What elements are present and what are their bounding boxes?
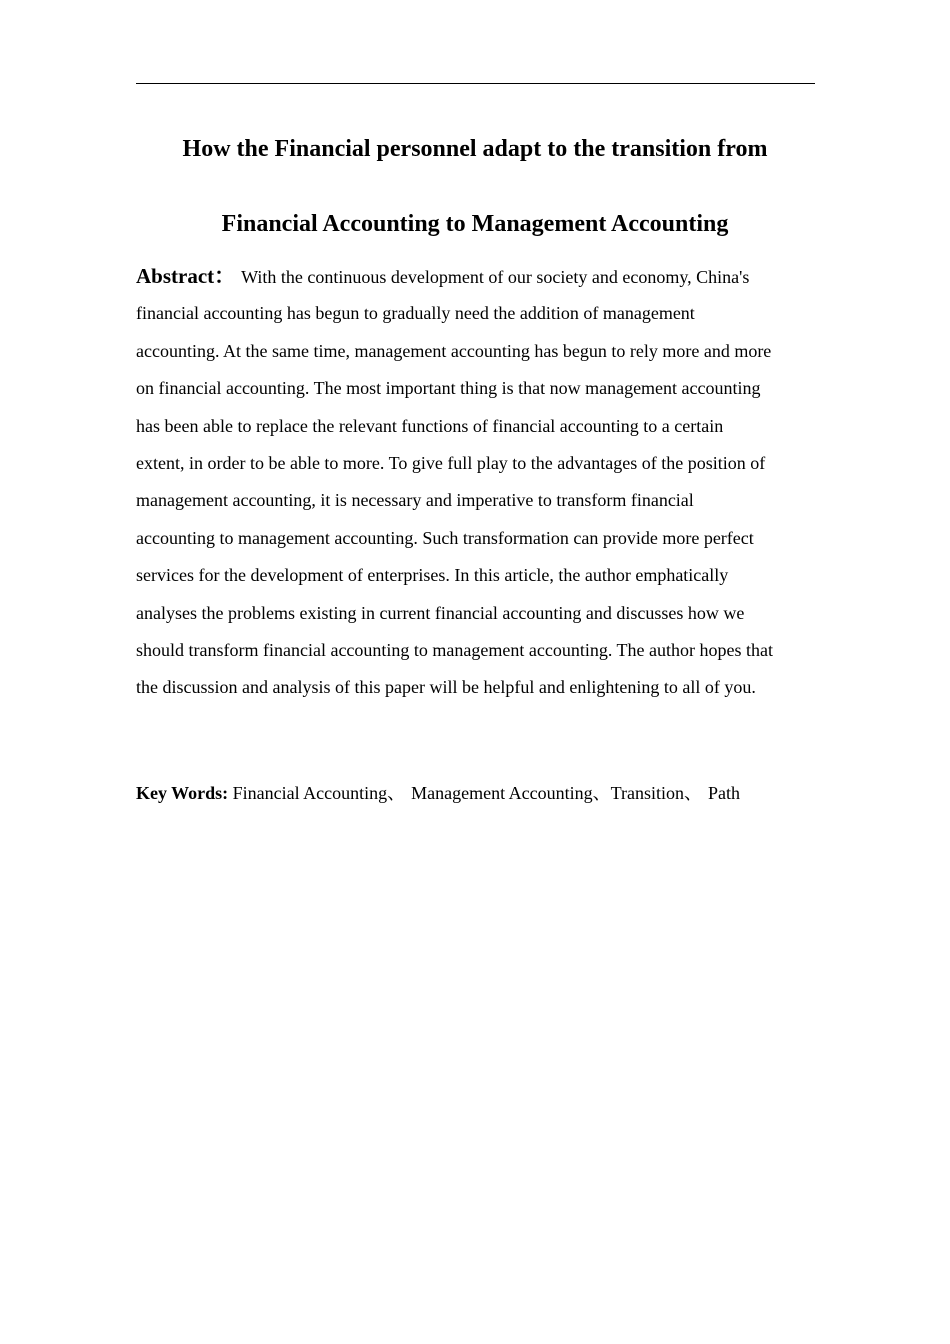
abstract-line: on financial accounting. The most important thing is that now management accounting xyxy=(136,378,761,399)
abstract-line: accounting to management accounting. Such transformation can provide more perfect xyxy=(136,527,754,548)
abstract-line xyxy=(136,258,816,295)
header-rule xyxy=(136,83,815,84)
keyword-item: Path xyxy=(707,783,740,803)
abstract-line: financial accounting has begun to gradually need the addition of management xyxy=(136,303,695,324)
abstract-line: the discussion and analysis of this paper will be helpful and enlightening to all of you. xyxy=(136,677,756,698)
abstract-colon: ： xyxy=(214,264,236,288)
abstract-label: Abstract xyxy=(136,264,215,288)
abstract-line: services for the development of enterprises. In this article, the author emphatically xyxy=(136,565,729,586)
abstract-line: accounting. At the same time, management accounting has begun to rely more and more xyxy=(136,340,772,361)
abstract-line: has been able to replace the relevant functions of financial accounting to a certain xyxy=(136,415,724,436)
keywords-label: Key Words: xyxy=(136,783,229,803)
abstract-text: With the continuous development of our society and economy, China's xyxy=(241,267,750,287)
keyword-separator: 、 xyxy=(387,783,406,803)
keyword-separator: 、 xyxy=(592,783,611,803)
abstract-line: analyses the problems existing in current financial accounting and discusses how we xyxy=(136,602,745,623)
title-line-2: Financial Accounting to Management Accounting xyxy=(221,211,729,237)
keyword-separator: 、 xyxy=(683,783,702,803)
title-line-1: How the Financial personnel adapt to the transition from xyxy=(182,136,768,162)
keyword-item: Transition xyxy=(610,783,684,803)
keyword-item: Financial Accounting xyxy=(232,783,388,803)
abstract-block xyxy=(136,258,816,707)
keyword-item: Management Accounting xyxy=(411,783,593,803)
abstract-line: extent, in order to be able to more. To give full play to the advantages of the position of xyxy=(136,452,766,473)
abstract-line: management accounting, it is necessary and imperative to transform financial xyxy=(136,490,694,511)
abstract-line: should transform financial accounting to management accounting. The author hopes that xyxy=(136,639,773,660)
keywords-line xyxy=(136,778,836,808)
